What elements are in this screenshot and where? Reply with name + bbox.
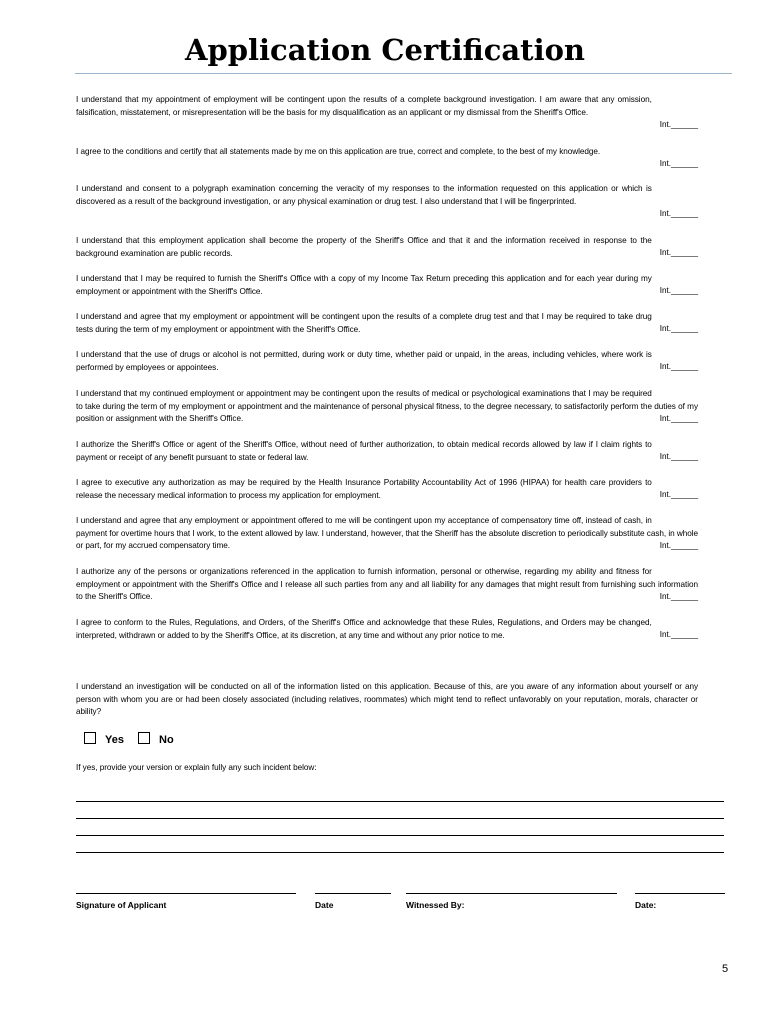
initial-field[interactable]: Int.______ (659, 209, 698, 218)
clause-hipaa (76, 477, 698, 502)
initial-field[interactable]: Int.______ (659, 248, 698, 257)
clause-polygraph (76, 183, 698, 218)
clause-text: I authorize the Sheriff's Office or agent of the Sheriff's Office, without need of further authorization, to obtain medical records allowed by law if I claim rights to payment or receipt of any benefit pursuant to state or federal law. (76, 440, 652, 462)
initial-field[interactable]: Int.______ (659, 452, 698, 461)
explain-instructions: If yes, provide your version or explain fully any such incident below: (76, 763, 317, 772)
clause-background-investigation (76, 94, 698, 129)
answer-line[interactable] (76, 835, 724, 836)
answer-line[interactable] (76, 818, 724, 819)
yes-checkbox[interactable] (84, 732, 96, 744)
clause-text: I understand that I may be required to furnish the Sheriff's Office with a copy of my Income Tax Return preceding this application and for each year during my employment or appointment with the Sheriff's Office. (76, 274, 652, 296)
clause-text: I understand that my continued employment or appointment may be contingent upon the results of medical or psychological examinations that I may be required to take during the term of my employment or appointment and the maintenance of personal physical fitness, to the degree necessary, to satisfactorily perform the duties of my position or assignment with the Sheriff's Office. (76, 389, 698, 423)
initial-field[interactable]: Int.______ (659, 592, 698, 601)
applicant-date-line[interactable] (315, 893, 391, 894)
initial-field[interactable]: Int.______ (659, 414, 698, 423)
no-label: No (159, 734, 174, 746)
yes-option[interactable] (84, 732, 124, 747)
applicant-signature-line[interactable] (76, 893, 296, 894)
clause-text: I agree to executive any authorization as may be required by the Health Insurance Portability Accountability Act of 1996 (HIPAA) for health care providers to release the necessary medical information to process my application for employment. (76, 478, 652, 500)
clause-text: I authorize any of the persons or organizations referenced in the application to furnish information, personal or otherwise, regarding my ability and fitness for employment or appointment with the Sheriff's Office and I release all such parties from any and all liability for any damages that might result from furnishing such information to the Sheriff's Office. (76, 567, 698, 601)
witness-date-label: Date: (635, 900, 657, 910)
page-number: 5 (722, 963, 729, 975)
clause-text: I understand that this employment application shall become the property of the Sheriff's Office and that it and the information received in response to the background examination are public records. (76, 236, 652, 258)
clause-text: I understand and agree that any employment or appointment offered to me will be contingent upon my acceptance of compensatory time off, instead of cash, in payment for overtime hours that I work, to the extent allowed by law. I understand, however, that the Sheriff has the absolute discretion to periodically substitute cash, in whole or part, for my accrued compensatory time. (76, 516, 698, 550)
clause-release-liability (76, 566, 698, 604)
clause-medical-records (76, 439, 698, 464)
clause-certify-statements (76, 146, 698, 168)
witness-label: Witnessed By: (406, 900, 465, 910)
initial-field[interactable]: Int.______ (659, 286, 698, 295)
clause-text: I understand that my appointment of employment will be contingent upon the results of a complete background investigation. I am aware that any omission, falsification, misstatement, or misrepresentation will be the basis for my disqualification as an applicant or my dismissal from the Sheriff's Office. (76, 95, 652, 117)
clause-text: I understand that the use of drugs or alcohol is not permitted, during work or duty time, whether paid or unpaid, in the areas, including vehicles, where work is performed by employees or appointees. (76, 350, 652, 372)
initial-field[interactable]: Int.______ (659, 362, 698, 371)
no-option[interactable] (138, 732, 174, 747)
initial-field[interactable]: Int.______ (659, 541, 698, 550)
clause-text: I agree to conform to the Rules, Regulations, and Orders, of the Sheriff's Office and acknowledge that these Rules, Regulations, and Orders may be changed, interpreted, withdrawn or added to by the Sheriff's Office, at its discretion, at any time and without any prior notice to me. (76, 618, 652, 640)
witness-date-line[interactable] (635, 893, 725, 894)
yes-label: Yes (105, 734, 124, 746)
witness-signature-line[interactable] (406, 893, 617, 894)
page-title: Application Certification (184, 33, 586, 67)
clause-text: I understand and agree that my employment or appointment will be contingent upon the results of a complete drug test and that I may be required to take drug tests during the term of my employment or appointment with the Sheriff's Office. (76, 312, 652, 334)
clause-text: I agree to the conditions and certify that all statements made by me on this application are true, correct and complete, to the best of my knowledge. (76, 147, 601, 156)
clause-income-tax-return (76, 273, 698, 298)
investigation-question: I understand an investigation will be conducted on all of the information listed on this application. Because of this, are you aware of any information about yourself or any person with whom you are or had been closely associated (including relatives, roommates) which might tend to reflect unfavorably on your reputation, morals, character or ability? (76, 682, 698, 716)
initial-field[interactable]: Int.______ (659, 120, 698, 129)
clause-public-records (76, 235, 698, 260)
title-divider (75, 73, 732, 74)
applicant-signature-label: Signature of Applicant (76, 900, 167, 910)
clause-rules-regulations (76, 617, 698, 642)
answer-line[interactable] (76, 852, 724, 853)
answer-line[interactable] (76, 801, 724, 802)
no-checkbox[interactable] (138, 732, 150, 744)
clause-drugs-alcohol (76, 349, 698, 374)
clause-text: I understand and consent to a polygraph examination concerning the veracity of my responses to the information requested on this application or which is discovered as a result of the background investigation, or any physical examination or drug test. I also understand that I will be fingerprinted. (76, 184, 652, 206)
clause-medical-examinations (76, 388, 698, 426)
initial-field[interactable]: Int.______ (659, 159, 698, 168)
initial-field[interactable]: Int.______ (659, 324, 698, 333)
initial-field[interactable]: Int.______ (659, 490, 698, 499)
initial-field[interactable]: Int.______ (659, 630, 698, 639)
clause-drug-test (76, 311, 698, 336)
applicant-date-label: Date (315, 900, 334, 910)
clause-compensatory-time (76, 515, 698, 553)
